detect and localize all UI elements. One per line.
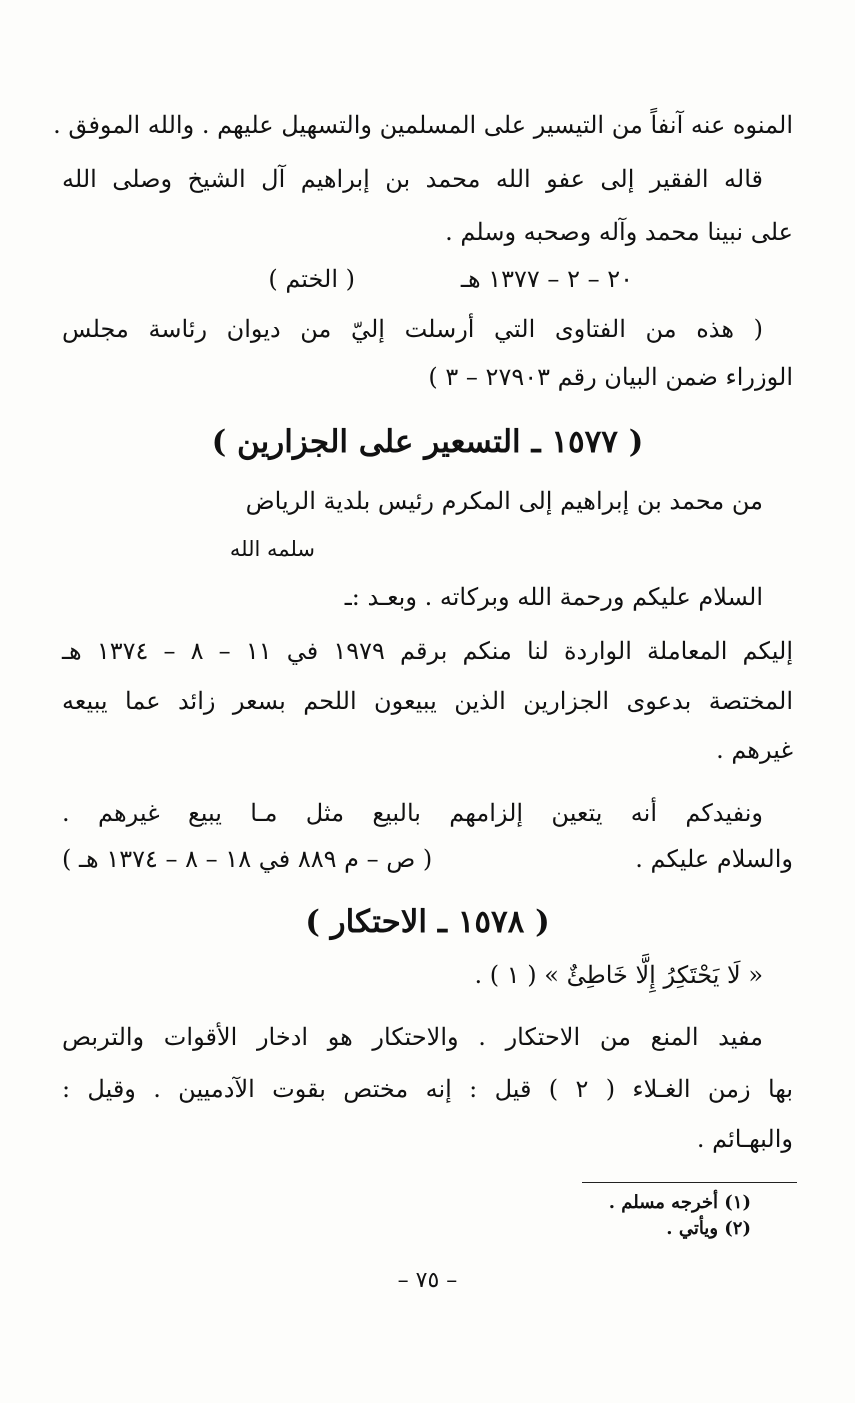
paragraph-line: ونفيدكم أنه يتعين إلزامهم بالبيع مثل مـا يبيع غيرهم . — [62, 799, 763, 827]
paragraph-line: المختصة بدعوى الجزارين الذين يبيعون اللحم بسعر زائد عما يبيعه — [62, 687, 793, 715]
footnote-divider — [582, 1182, 797, 1183]
closing-row — [62, 842, 793, 876]
paragraph-line: غيرهم . — [716, 736, 793, 764]
hadith-line: « لَا يَحْتَكِرُ إِلَّا خَاطِئٌ » ( ١ ) . — [474, 961, 763, 989]
reference-note: ( ص – م ٨٨٩ في ١٨ – ٨ – ١٣٧٤ هـ ) — [62, 845, 433, 873]
text-line: المنوه عنه آنفاً من التيسير على المسلمين والتسهيل عليهم . والله الموفق . — [53, 111, 793, 139]
greeting-line: السلام عليكم ورحمة الله وبركاته . وبعـد :ـ — [344, 583, 763, 611]
paragraph-line: بها زمن الغـلاء ( ٢ ) قيل : إنه مختص بقوت الآدميين . وقيل : — [62, 1075, 794, 1103]
letter-from-line: من محمد بن إبراهيم إلى المكرم رئيس بلدية الرياض — [245, 487, 763, 515]
source-note-line: ( هذه من الفتاوى التي أرسلت إليّ من ديوان رئاسة مجلس — [62, 315, 763, 343]
section-heading-1577: ( ١٥٧٧ ـ التسعير على الجزارين ) — [211, 424, 644, 460]
text-line: على نبينا محمد وآله وصحبه وسلم . — [445, 218, 793, 246]
footnote-1: (١) أخرجه مسلم . — [608, 1192, 751, 1213]
page-number: – ٧٥ – — [397, 1268, 458, 1293]
paragraph-line: مفيد المنع من الاحتكار . والاحتكار هو ادخار الأقوات والتربص — [62, 1023, 763, 1051]
paragraph-line: إليكم المعاملة الواردة لنا منكم برقم ١٩٧٩ في ١١ – ٨ – ١٣٧٤ هـ — [62, 637, 794, 665]
source-note-line: الوزراء ضمن البيان رقم ٢٧٩٠٣ – ٣ ) — [428, 363, 793, 391]
paragraph-line: والبهـائم . — [696, 1125, 793, 1153]
signature-line: قاله الفقير إلى عفو الله محمد بن إبراهيم آل الشيخ وصلى الله — [62, 165, 763, 193]
fatwa-date: ٢٠ – ٢ – ١٣٧٧ هـ — [460, 265, 633, 293]
section-heading-1578: ( ١٥٧٨ ـ الاحتكار ) — [305, 904, 550, 940]
closing-text: والسلام عليكم . — [635, 845, 793, 873]
footnote-2: (٢) ويأتي . — [666, 1218, 751, 1239]
seal-label: ( الختم ) — [268, 265, 355, 293]
blessing-line: سلمه الله — [229, 537, 315, 561]
